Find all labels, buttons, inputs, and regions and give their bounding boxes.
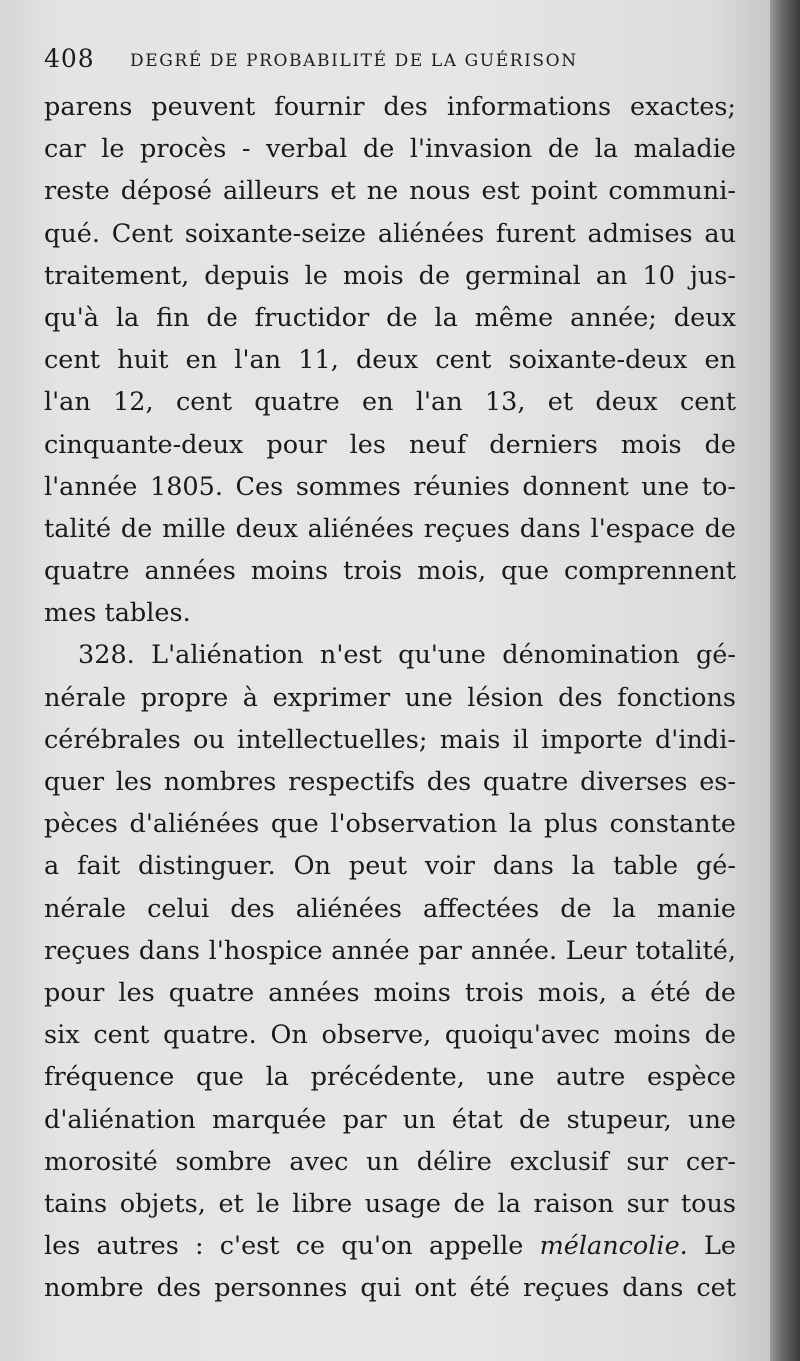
text-line: pour les quatre années moins trois mois, a été de [44,977,736,1008]
text-line: morosité sombre avec un délire exclusif sur cer- [44,1146,736,1177]
text-line: a fait distinguer. On peut voir dans la table gé- [44,851,736,882]
paragraph-end-line: mes tables. [44,598,191,629]
page-header [44,44,744,78]
text-line: l'année 1805. Ces sommes réunies donnent une to- [44,471,736,502]
text-line: six cent quatre. On observe, quoiqu'avec moins de [44,1020,736,1051]
text-line: car le procès - verbal de l'invasion de la maladie [44,134,736,165]
text-line: cérébrales ou intellectuelles; mais il importe d'indi- [44,724,736,755]
text-line-with-emphasis [44,1225,736,1267]
text-line: d'aliénation marquée par un état de stupeur, une [44,1104,736,1135]
running-title: DEGRÉ DE PROBABILITÉ DE LA GUÉRISON [130,51,578,71]
paragraph-start-line: 328. L'aliénation n'est qu'une dénomination gé- [78,640,736,671]
emphasized-term: mélancolie. [539,1231,688,1262]
line-text-end: Le [704,1231,737,1262]
text-line: pèces d'aliénées que l'observation la plus constante [44,809,736,840]
text-line: qu'à la fin de fructidor de la même année; deux [44,302,736,333]
page-number: 408 [44,44,95,73]
text-line: qué. Cent soixante-seize aliénées furent admises au [44,218,736,249]
text-line: reçues dans l'hospice année par année. Leur totalité, [44,935,736,966]
text-line: fréquence que la précédente, une autre espèce [44,1062,736,1093]
text-line: nérale propre à exprimer une lésion des fonctions [44,682,736,713]
text-line: tains objets, et le libre usage de la raison sur tous [44,1188,736,1219]
text-line: nérale celui des aliénées affectées de la manie [44,893,736,924]
text-line: traitement, depuis le mois de germinal an 10 jus- [44,260,736,291]
text-line: reste déposé ailleurs et ne nous est point communi- [44,176,736,207]
text-line: nombre des personnes qui ont été reçues dans cet [44,1273,736,1304]
text-line: quer les nombres respectifs des quatre diverses es- [44,767,736,797]
book-spine-edge [770,0,800,1361]
text-line: cinquante-deux pour les neuf derniers mois de [44,429,736,460]
text-line: quatre années moins trois mois, que comprennent [44,556,736,587]
body-text [44,86,736,1309]
line-text: les autres : c'est ce qu'on appelle [44,1231,524,1262]
text-line: parens peuvent fournir des informations exactes; [44,92,736,122]
text-line: l'an 12, cent quatre en l'an 13, et deux cent [44,387,736,418]
text-line: cent huit en l'an 11, deux cent soixante-deux en [44,345,736,376]
text-line: talité de mille deux aliénées reçues dans l'espace de [44,513,736,544]
